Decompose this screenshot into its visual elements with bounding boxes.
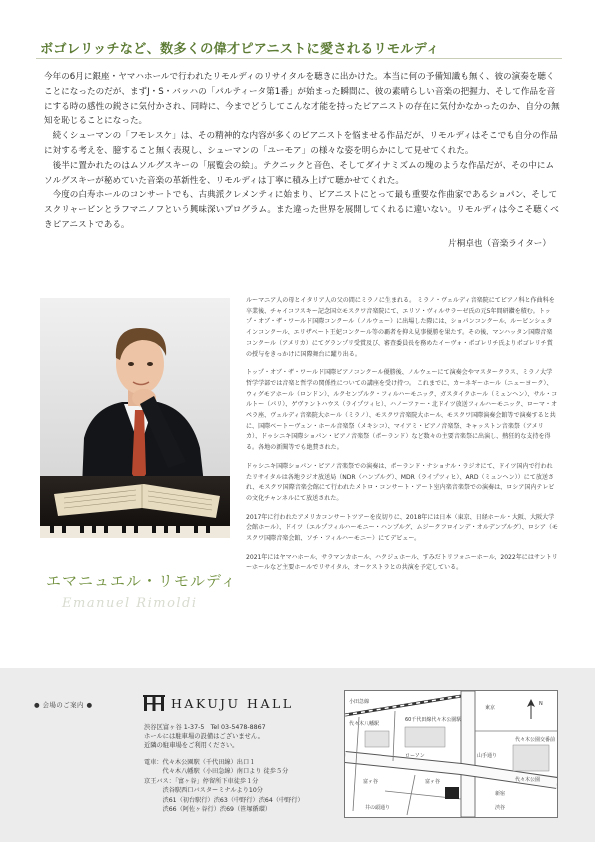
transit-line: 京王バス：「富ヶ谷」停留所下車徒歩１分 [144,777,259,785]
venue-address: 渋谷区富ヶ谷 1-37-5 Tel 03-5478-8867 [144,724,266,731]
map-label: 代々木公園交番前 [515,737,556,743]
map-label: 山手通り [477,753,498,759]
map-label: 新宿 [495,791,506,797]
bio-paragraph: 2017年に行われたアメリカコンサートツアーを皮切りに、2018年には日本（東京、日経ホール・大阪、大阪大学会館ホール）、ドイツ（エルプフィルハーモニー・ハンブルグ、ムジークフロインデ・オルデンブルグ）、ロシア（モスクワ国際音楽会館、ソチ・フィルハーモニー）にてデビュー。 [246,513,559,543]
map-label: 渋谷 [495,805,506,811]
transit-line: 渋66（阿佐ヶ谷行）渋69（笹塚循環） [144,806,272,814]
transit-line: 代々木八幡駅（小田急線）南口より 徒歩５分 [144,768,289,776]
venue-address-block [144,723,266,750]
transit-line: 渋61（初台駅行）渋63（中野行）渋64（中野行） [144,796,304,804]
essay-paragraph: 続くシューマンの「フモレスケ」は、その精神的な内容が多くのピアニストを悩ませる作品だが、リモルディはそこでも自分の作品に対する考えを、臆すること無く表現し、シューマンの「ユーモア」の様々な姿を明らかにして見せてくれた。 [44,131,558,156]
venue-access-label: ● 会場のご案内 ● [34,701,93,709]
transit-line: 渋谷駅西口バスターミナルより10分 [144,787,263,795]
bio-paragraph: トップ・オブ・ザ・ワールド国際ピアノコンクール優勝後、ノルウェーにて演奏会やマスタークラス、ミラノ大学哲学学部では音楽と哲学の関係性についての講座を受け持つ。 これまでに、カーネギーホール（ニューヨーク）、ウィグモアホール（ロンドン）、ルクセンブルク・フィルハーモニック、ガスタイクホール（ミュンヘン）、サル・コルトー（パリ）、ゲヴァントハウス（ライプツィヒ）、ハノーファー・北ドイツ放送フィルハーモニック、ローマ・オペラ座、ヴェルディ音楽院大ホール（ミラノ）、モスクワ音楽院大ホール、モスクワ国際演奏会館等で演奏すると共に、国際ベートーヴェン・ホール音楽祭（メキシコ）、マイアミ・ピアノ音楽祭、キャッストン音楽祭（アメリカ）、ドゥシニキ国際ショパン・ピアノ音楽祭（ポーランド）など数々の主要音楽祭に出演し、熱狂的な支持を得る。各地の新聞等でも絶賛された。 [246,369,558,452]
map-label: N [539,701,543,707]
parking-note: ホールには駐車場の設備はございません。 [144,733,264,740]
headline: ボゴレリッチなど、数多くの偉才ピアニストに愛されるリモルディ [40,42,440,57]
venue-access-map [344,690,558,818]
bio-paragraph: 2021年にはヤマハホール、サラマンカホール、ハクジュホール、すみだトリフォニーホール、2022年にはサントリーホールなど主要ホールでリサイタル、オーケストラとの共演を予定している。 [246,553,558,572]
essay-author: 片桐卓也（音楽ライター） [448,239,551,249]
artist-name-japanese: エマニュエル・リモルディ [46,572,237,590]
map-label: 代々木公園 [515,777,541,783]
map-label: 小田急線 [349,699,370,705]
parking-note: 近隣の駐車場をご利用ください。 [144,742,239,749]
headline-divider [36,58,562,59]
map-label: 富ヶ谷 [425,779,441,785]
map-label: ローソン [405,753,425,759]
essay-paragraph: 後半に置かれたのはムソルグスキーの「展覧会の絵」。テクニックと音色、そしてダイナミズムの塊のような作品だが、その中にムソルグスキーが秘めていた音楽の革新性を、リモルディは丁寧に積み上げて聴かせてくれた。 [44,160,555,186]
venue-logo-text: HAKUJU HALL [171,696,294,711]
artist-photo [40,298,230,538]
transit-line: 電車：代々木公園駅（千代田線）出口１ [144,759,256,766]
essay-paragraph: 今年の6月に銀座・ヤマハホールで行われたリモルディのリサイタルを聴きに出かけた。本当に何の予備知識も無く、彼の演奏を聴くことになったのだが、まずJ・S・バッハの「パルティータ第1番」が始まった瞬間に、彼の素晴らしい音楽の把握力、そして作品を音にする時の感性の鋭さに気付かされ、同時に、今までどうしてこんな才能を持ったピアニストの存在に気付かなかったのか、自分の無知を恥じることになった。 [44,72,560,127]
transit-directions [144,758,304,814]
artist-biography [246,296,558,582]
artist-name-english: Emanuel Rimoldi [62,596,198,611]
pianist-portrait-illustration [40,298,230,538]
hakuju-hall-logo-icon [143,695,165,711]
map-label: 60千代田線代々木公園駅 [405,717,462,723]
yamate-dori-road [461,691,475,817]
map-label: 東京 [485,705,496,711]
map-label: 代々木八幡駅 [349,721,380,727]
hall-location-marker [445,787,459,799]
bio-paragraph: ドゥシニキ国際ショパン・ピアノ音楽祭での演奏は、ポーランド・ナショナル・ラジオにて、ドイツ国内で行われたリサイタルは各地ラジオ放送局（NDR（ハンブルグ）、MDR（ライプツィヒ）、ARD（ミュンヘン））にて放送され、モスクワ国際音楽会館にて行われたメトロ・コンサート・アート室内楽音楽祭での演奏は、ロシア国内テレビの文化チャンネルにて放送された。 [246,462,555,502]
map-drawing [345,691,557,817]
essay-paragraph: 今度の白寿ホールのコンサートでも、古典派クレメンティに始まり、ピアニストにとって最も重要な作曲家であるショパン、そしてスクリャービンとラフマニノフという興味深いプログラム。また違った世界を展開してくれるに違いない。リモルディは今こそ聴くべきピアニストである。 [44,190,559,230]
review-essay [44,70,560,233]
map-label: 富ヶ谷 [363,779,379,785]
bio-paragraph: ルーマニア人の母とイタリア人の父の間にミラノに生まれる。 ミラノ・ヴェルディ音楽院にてピアノ科と作曲科を卒業後、チャイコフスキー記念国立モスクワ音楽院にて、エリソ・ヴィルサラーゼ氏の元5年間研鑽を積む。トップ・オブ・ザ・ワールド国際コンクール（ノルウェー）に出場した際には、ショパンコンクール、ルービンシュタインコンクール、エリザベート王妃コンクール等の覇者を抑え見事優勝を果たす。その後、マンハッタン国際音楽コンクール（アメリカ）にてグランプリ受賞及び、審査委員長を務めたイーヴォ・ポゴレリチ氏よりポゴレリチ賞の授与をきっかけに国際舞台に躍り出る。 [246,297,555,358]
map-label: 井の頭通り [365,805,391,811]
